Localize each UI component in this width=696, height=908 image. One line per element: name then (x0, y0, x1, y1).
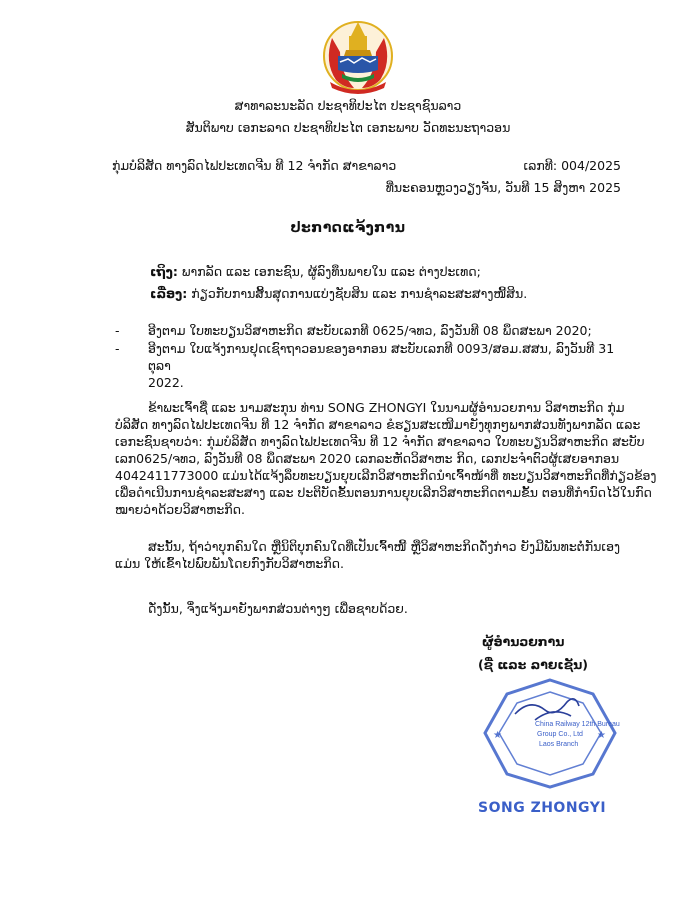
stamp-text: China Railway 12th Bureau (535, 721, 620, 728)
stamp-text: Group Co., Ltd (537, 731, 583, 738)
company-name: ກຸ່ມບໍລິສັດ ທາງລົດໄຟປະເທດຈີນ ທີ 12 ຈໍາກັດ ສາຂາລາວ (112, 158, 397, 173)
signature-note: (ຊື່ ແລະ ລາຍເຊັນ) (478, 657, 589, 672)
reference-number: ເລກທີ: 004/2025 (523, 158, 621, 173)
reference-item (115, 340, 615, 391)
body-paragraph (115, 600, 607, 617)
paragraph-line: 4042411773000 ແມ່ນໄດ້ແຈ້ງລຶບທະບຽນຍຸບເລີກວິສາຫະກິດນໍາເຈົ້າໜ້າທີ່ ທະບຽນວິສາຫະກິດທີ່ກ່ຽວຂ້ອງ (115, 468, 657, 483)
svg-text:★: ★ (493, 730, 502, 741)
paragraph-line: ເລກ0625/ຈທວ, ລົງວັນທີ 08 ພຶດສະພາ 2020 ເລກລະຫັດວິສາຫະ ກິດ, ເລກປະຈໍາຕົວຜູ້ເສຍອາກອນ (115, 451, 620, 466)
company-stamp (475, 676, 625, 791)
reference-item (115, 322, 615, 339)
signatory-title: ຜູ້ອໍານວຍການ (482, 634, 565, 649)
paragraph-line: ໝາຍວ່າດ້ວຍວິສາຫະກິດ. (115, 502, 245, 517)
national-emblem (318, 18, 398, 94)
stamp-text: Laos Branch (539, 741, 579, 748)
national-motto: ສັນຕິພາບ ເອກະລາດ ປະຊາທິປະໄຕ ເອກະພາບ ວັດທະນະຖາວອນ (185, 120, 511, 135)
republic-heading: ສາທາລະນະລັດ ປະຊາທິປະໄຕ ປະຊາຊົນລາວ (234, 98, 462, 113)
addressee-line (150, 263, 481, 280)
handwritten-signature (515, 699, 579, 720)
list-dash: - (115, 323, 120, 338)
paragraph-line: ເພື່ອດໍາເນີນການຊໍາລະສະສາງ ແລະ ປະຕິບັດຂັ້ນຕອນການຍຸບເລີກວິສາຫະກິດຕາມຂັ້ນ ຕອນທີ່ກໍານົດໄວ້ໃນກົດ (115, 485, 652, 500)
reference-text: ອີງຕາມ ໃບແຈ້ງການຢຸດເຊົາຖາວອນຂອງອາກອນ ສະບັບເລກທີ 0093/ສອມ.ສສນ, ລົງວັນທີ 31 ຕຸລາ (148, 341, 615, 373)
place-and-date: ທີ່ນະຄອນຫຼວງວຽງຈັນ, ວັນທີ 15 ສິງຫາ 2025 (385, 180, 621, 195)
paragraph-line: ແມ່ນ ໃຫ້ເຂົ້າໄປພົບພັນໂດຍກົງກັບວິສາຫະກິດ. (115, 556, 345, 571)
list-dash: - (115, 341, 120, 356)
body-paragraph (115, 538, 621, 572)
paragraph-line: ຂ້າພະເຈົ້າຊື່ ແລະ ນາມສະກຸນ ທ່ານ SONG ZHONGYI ໃນນາມຜູ້ອໍານວຍການ ວິສາຫະກິດ ກຸ່ມ (148, 400, 625, 415)
reference-text: ອີງຕາມ ໃບທະບຽນວິສາຫະກິດ ສະບັບເລກທີ 0625/ຈທວ, ລົງວັນທີ 08 ພຶດສະພາ 2020; (148, 323, 592, 338)
subject-line (150, 285, 527, 302)
addressee-text: ພາກລັດ ແລະ ເອກະຊົນ, ຜູ້ລົງທຶນພາຍໃນ ແລະ ຕ່າງປະເທດ; (177, 264, 481, 279)
document-title: ປະກາດແຈ້ງການ (290, 220, 406, 236)
paragraph-line: ສະນັ້ນ, ຖ້າວ່າບຸກຄົນໃດ ຫຼືນິຕິບຸກຄົນໃດທີ່ເປັນເຈົ້າໜີ້ ຫຼືວິສາຫະກິດດັ່ງກ່າວ ຍັງມີພັນທະຕໍ່ກັນເອງ (148, 539, 621, 554)
paragraph-line: ດັ່ງນັ້ນ, ຈຶ່ງແຈ້ງມາຍັງພາກສ່ວນຕ່າງໆ ເພື່ອຊາບດ້ວຍ. (148, 601, 408, 616)
paragraph-line: ບໍລິສັດ ທາງລົດໄຟປະເທດຈີນ ທີ 12 ຈໍາກັດ ສາຂາລາວ ຂໍຮຽນສະເໜີມາຍັງທຸກໆພາກສ່ວນທັງພາກລັດ ແລະ (115, 417, 641, 432)
svg-text:★: ★ (597, 730, 606, 741)
subject-label: ເລື່ອງ: (150, 286, 188, 301)
paragraph-line: ເອກະຊົນຊາບວ່າ: ກຸ່ມບໍລິສັດ ທາງລົດໄຟປະເທດຈີນ ທີ 12 ຈໍາກັດ ສາຂາລາວ ໃບທະບຽນວິສາຫະກິດ ສະບັບ (115, 434, 645, 449)
body-paragraph (115, 399, 657, 518)
reference-text: 2022. (148, 375, 184, 390)
subject-text: ກ່ຽວກັບການສິ້ນສຸດການແບ່ງຊັບສິນ ແລະ ການຊໍາລະສະສາງໜີ້ສິນ. (187, 286, 528, 301)
addressee-label: ເຖິງ: (150, 264, 178, 279)
references-list (115, 322, 615, 392)
signer-name: SONG ZHONGYI (478, 800, 607, 816)
